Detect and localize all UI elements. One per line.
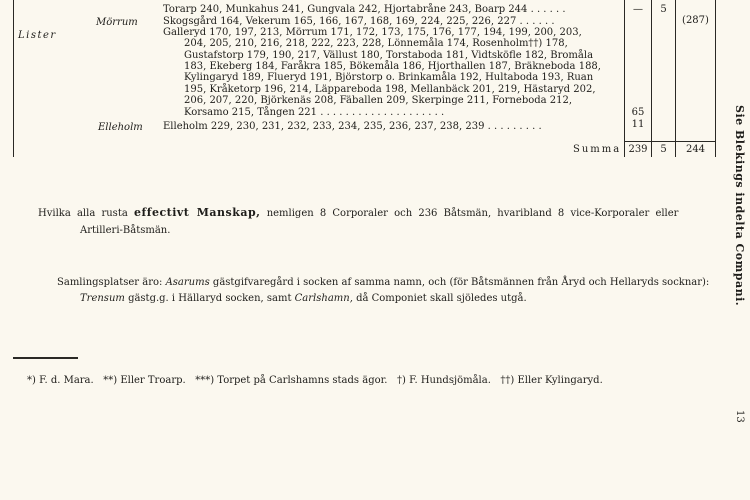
para2-l1b: Asarums [165,277,210,288]
table-row: Korsamo 215, Tången 221 . . . . . . . . . . . . . . . . . . . . [184,107,445,118]
footnotes: *) F. d. Mara. **) Eller Troarp. ***) Torpet på Carlshamns stads ägor. †) F. Hundsjömåla. ††) Eller Kylingaryd. [27,375,603,386]
table-left-rule [13,0,14,157]
col2-value: 5 [660,4,667,15]
table-row: 195, Kråketorp 196, 214, Läppareboda 198, Mellanbäck 201, 219, Hästaryd 202, [184,84,596,95]
side-title: Sie Blekings indelta Compani. [733,105,746,307]
para2-l2b: gästg.g. i Hällaryd socken, samt [128,293,292,304]
table-row: Galleryd 170, 197, 213, Mörrum 171, 172, 173, 175, 176, 177, 194, 199, 200, 203, [163,27,582,38]
paragraph-samlingsplatser-line2 [80,293,527,304]
paragraph-manskap [38,207,678,219]
para1-post: nemligen 8 Corporaler och 236 Båtsmän, hvaribland 8 vice-Korporaler eller [266,208,679,219]
table-row: 204, 205, 210, 216, 218, 222, 223, 228, Lönnemåla 174, Rosenholm††) 178, [184,38,568,49]
para2-l1c: gästgifvaregård i socken af samma namn, och (för Båtsmännen från Åryd och Hellaryds socknar): [212,277,710,288]
table-row: Kylingaryd 189, Flueryd 191, Björstorp o. Brinkamåla 192, Hultaboda 193, Ruan [184,72,594,83]
para2-l2a: Trensum [80,293,125,304]
para1-pre: Hvilka alla rusta [38,208,128,219]
footnote-rule [13,357,78,359]
table-row: Torarp 240, Munkahus 241, Gungvala 242, Hjortabråne 243, Boarp 244 . . . . . . [163,4,566,15]
page-number: 13 [734,410,745,423]
table-row: Elleholm 229, 230, 231, 232, 233, 234, 235, 236, 237, 238, 239 . . . . . . . . . [163,121,542,132]
paragraph-manskap-line2: Artilleri-Båtsmän. [80,225,171,236]
table-row: 183, Ekeberg 184, Faråkra 185, Bökemåla 186, Hjorthallen 187, Bräkneboda 188, [184,61,601,72]
col3-value: (287) [682,15,709,26]
parish-label-morrum: Mörrum [96,17,138,28]
para1-bold: effectivt Manskap, [134,206,261,219]
table-right-rule [715,0,716,157]
col1-value: 65 [631,107,645,118]
table-summa-rule [624,141,715,142]
summa-total-2: 5 [660,144,667,155]
table-row: Skogsgård 164, Vekerum 165, 166, 167, 168, 169, 224, 225, 226, 227 . . . . . . [163,16,555,27]
para2-l1a: Samlingsplatser äro: [57,277,163,288]
summa-total-3: 244 [685,144,706,155]
region-label: Lister [18,30,57,41]
table-row: Gustafstorp 179, 190, 217, Vällust 180, Torstaboda 181, Vidtsköfle 182, Bromåla [184,50,594,61]
parish-label-elleholm: Elleholm [98,122,143,133]
para2-l2c: Carlshamn, [294,293,353,304]
summa-total-1: 239 [628,144,648,155]
col1-value: — [633,4,643,15]
table-row: 206, 207, 220, Björkenäs 208, Fäballen 209, Skerpinge 211, Forneboda 212, [184,95,573,106]
table-col-rule-1 [624,0,625,157]
paragraph-samlingsplatser [57,277,709,288]
para2-l2d: då Componiet skall sjöledes utgå. [356,293,527,304]
table-col-rule-2 [651,0,652,157]
summa-label: Summa [573,144,622,155]
col1-value: 11 [631,119,645,130]
